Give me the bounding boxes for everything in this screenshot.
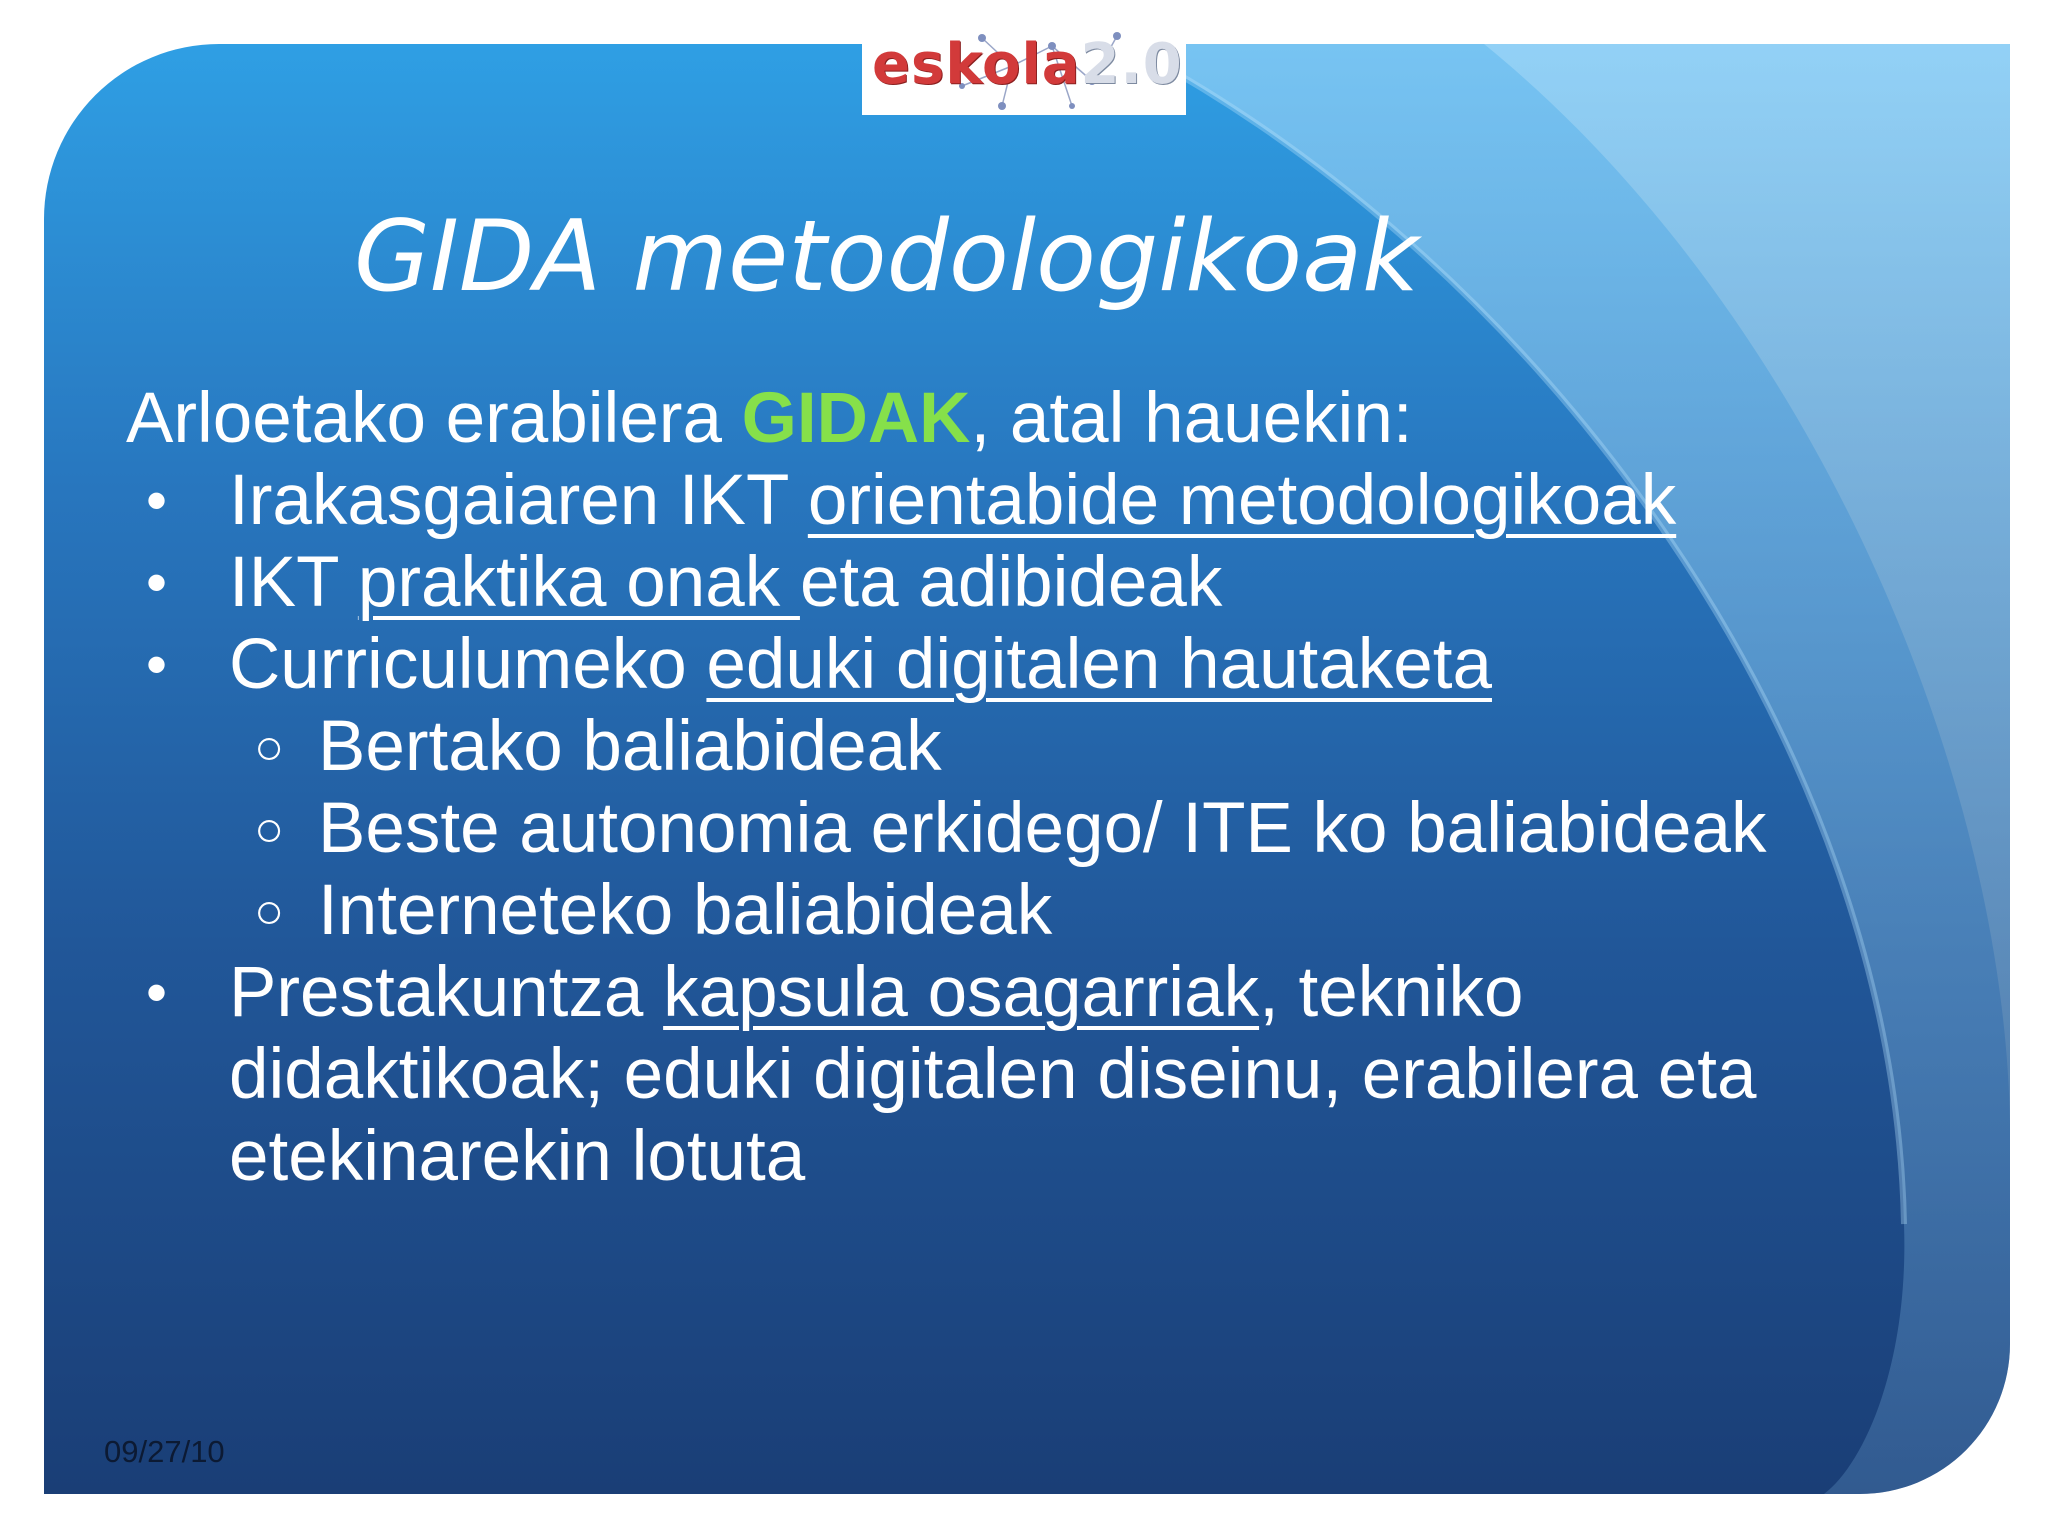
sub-item-text: Interneteko baliabideak — [318, 871, 1053, 950]
lead-tail: , atal hauekin: — [970, 379, 1413, 458]
sub-bullet-item — [126, 788, 1916, 870]
sub-item-text: Bertako baliabideak — [318, 707, 942, 786]
item-text: , tekniko didaktikoak; eduki digitalen diseinu, erabilera eta etekinarekin lotuta — [229, 953, 1757, 1196]
circle-bullet-icon: ○ — [254, 883, 285, 939]
bullet-icon: • — [146, 631, 168, 698]
highlight-gidak: GIDAK — [741, 379, 971, 458]
slide-content — [126, 378, 1916, 1198]
item-text: IKT — [229, 543, 358, 622]
item-text: Prestakuntza — [229, 953, 664, 1032]
bullet-icon: • — [146, 467, 168, 534]
bullet-item — [126, 542, 1916, 624]
sub-item-text: Beste autonomia erkidego/ ITE ko baliabideak — [318, 789, 1767, 868]
sub-bullet-item — [126, 706, 1916, 788]
bullet-item — [126, 624, 1916, 706]
lead-text: Arloetako erabilera — [126, 379, 742, 458]
link-eduki-digitalen[interactable]: eduki digitalen hautaketa — [706, 625, 1492, 704]
logo-text: eskola2.0 — [872, 32, 1183, 97]
item-text: eta adibideak — [799, 543, 1223, 622]
bullet-icon: • — [146, 549, 168, 616]
eskola-logo — [862, 26, 1186, 115]
bullet-item — [126, 952, 1916, 1198]
circle-bullet-icon: ○ — [254, 801, 285, 857]
sub-bullet-item — [126, 870, 1916, 952]
lead-line — [126, 378, 1916, 460]
circle-bullet-icon: ○ — [254, 719, 285, 775]
item-text: Curriculumeko — [229, 625, 707, 704]
bullet-item — [126, 460, 1916, 542]
link-kapsula-osagarriak[interactable]: kapsula osagarriak — [663, 953, 1260, 1032]
link-praktika-onak[interactable]: praktika onak — [357, 543, 800, 622]
footer-date: 09/27/10 — [104, 1434, 225, 1469]
bullet-icon: • — [146, 959, 168, 1026]
link-orientabide[interactable]: orientabide metodologikoak — [807, 461, 1677, 540]
item-text: Irakasgaiaren IKT — [229, 461, 808, 540]
slide-title: GIDA metodologikoak — [354, 200, 1419, 314]
